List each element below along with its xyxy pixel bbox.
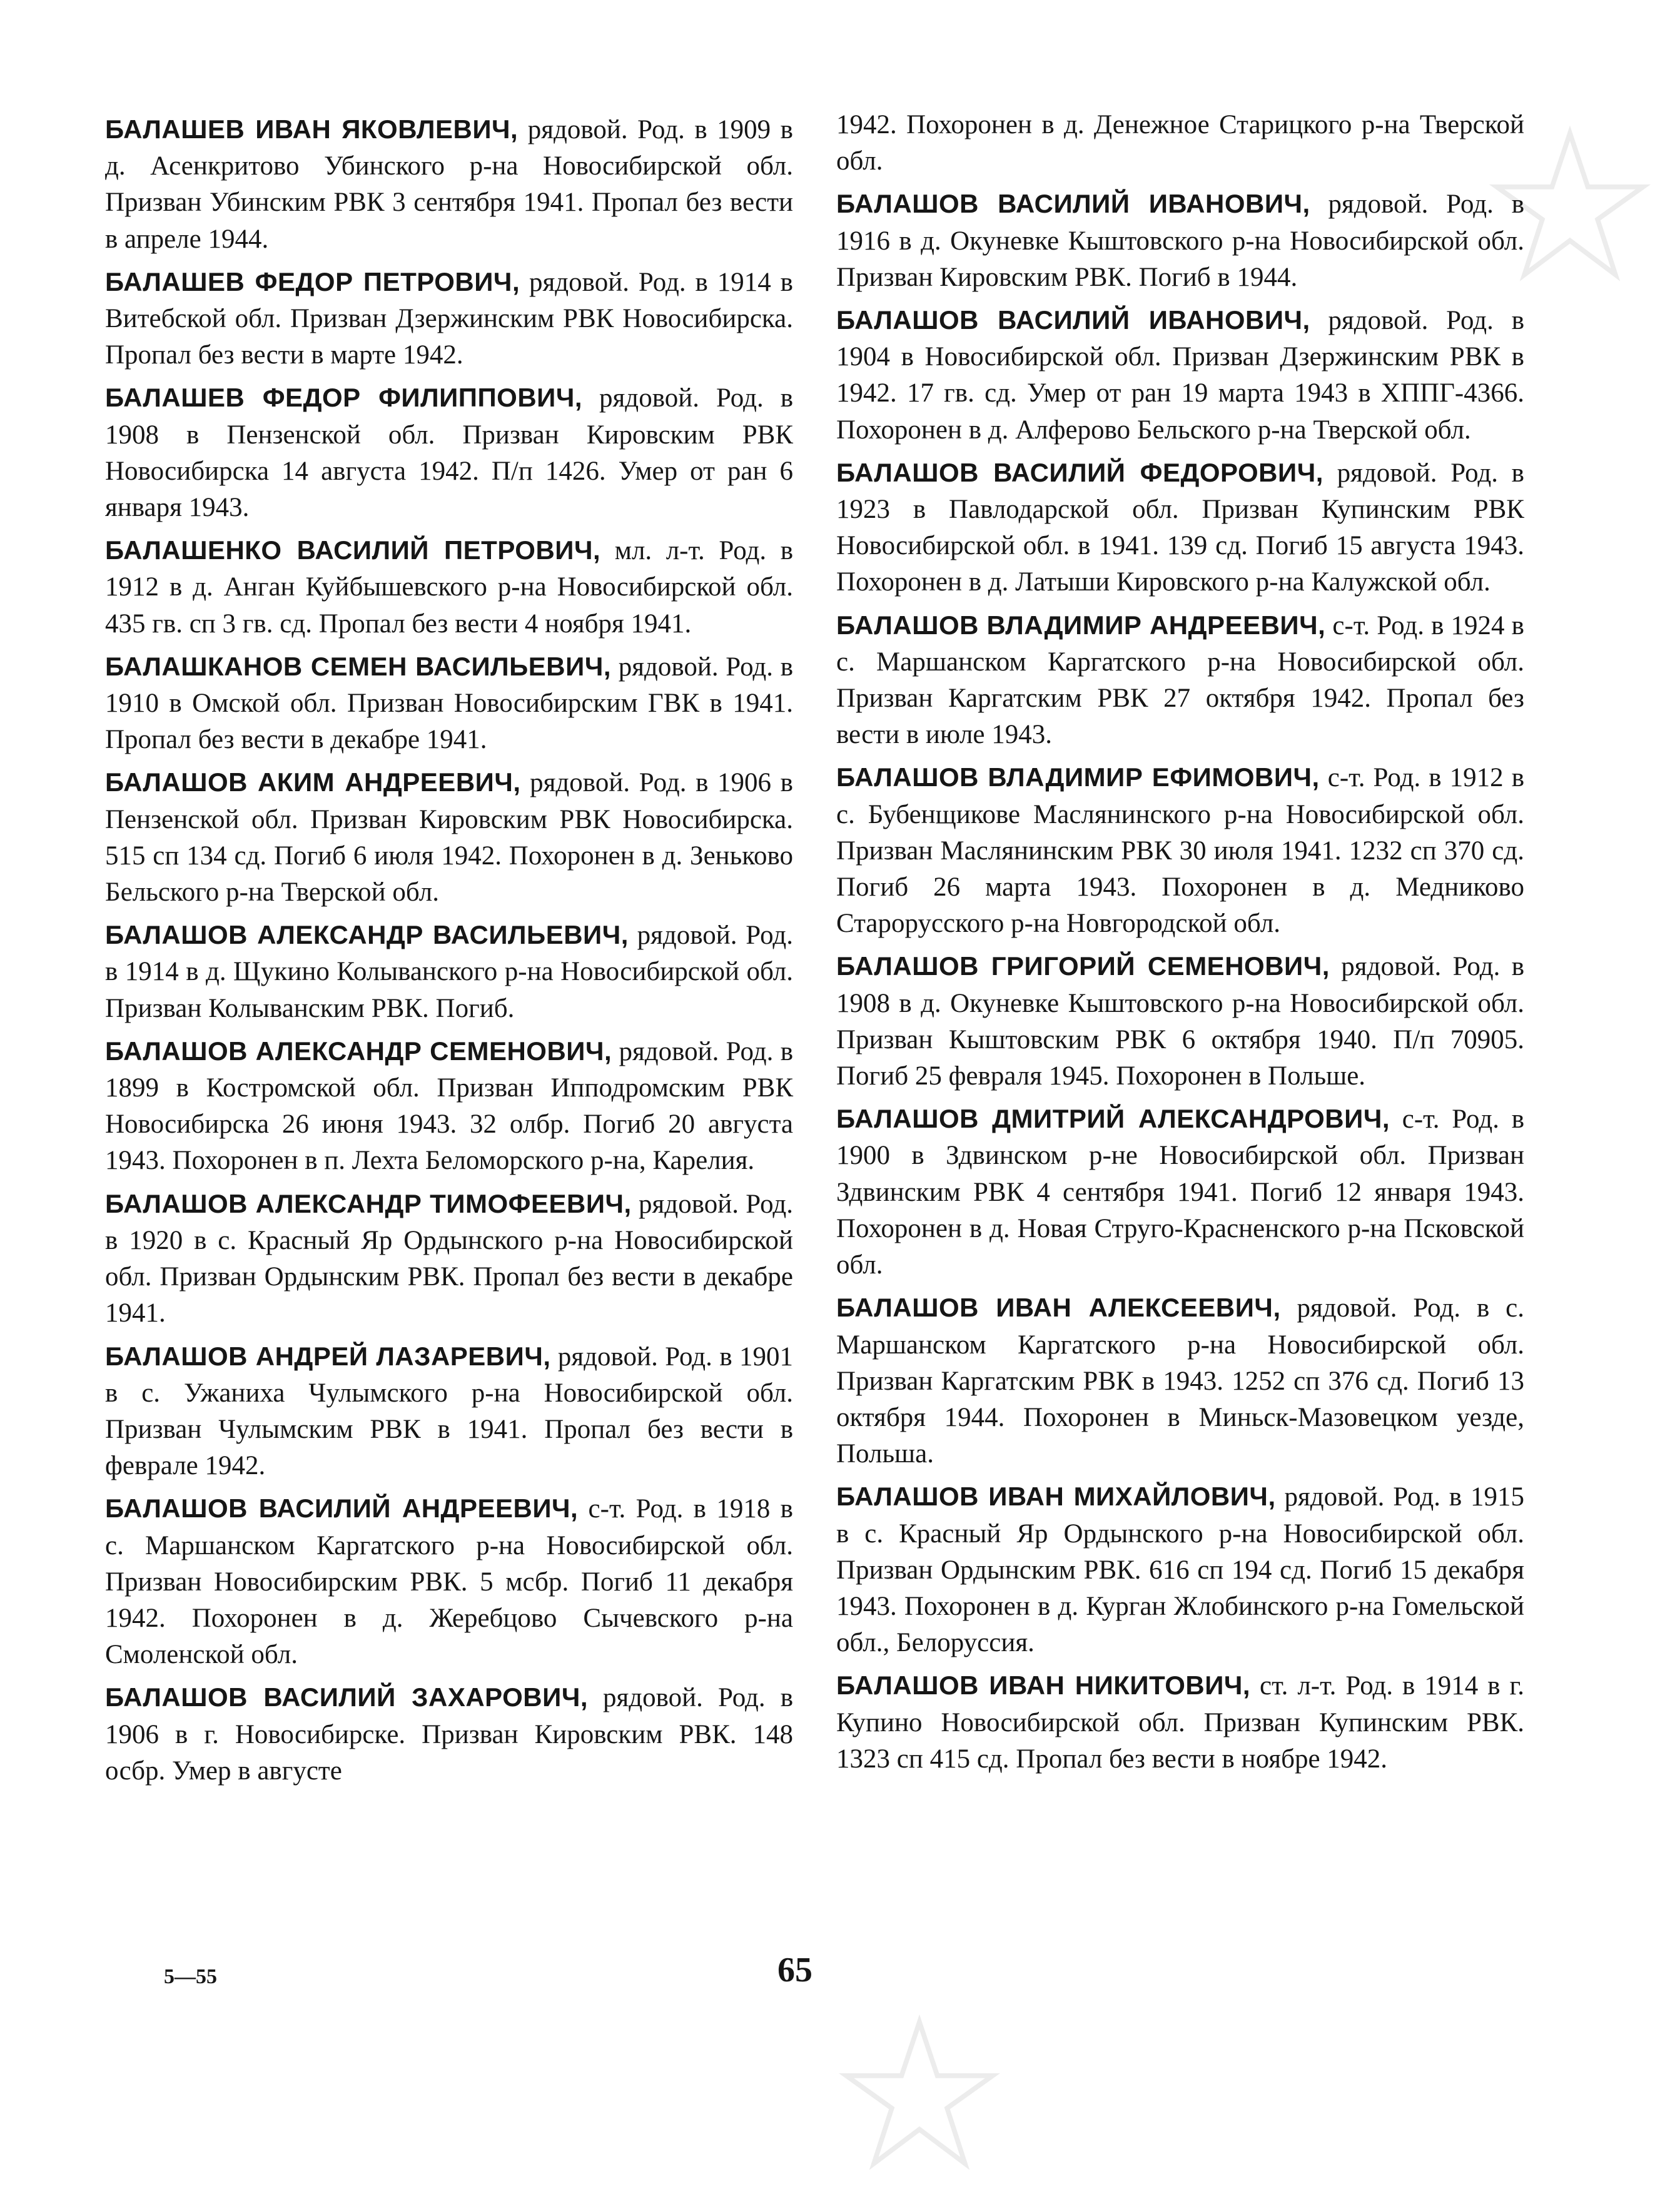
- entry-name: БАЛАШОВ ВАСИЛИЙ ИВАНОВИЧ,: [836, 189, 1310, 219]
- entry-text: рядовой. Род. в 1923 в Павлодарской обл. Призван Купинским РВК Новосибирской обл. в 1941. 139 сд. Погиб 15 августа 1943. Похоронен в д. Латыши Кировского р-на Калужской обл.: [836, 458, 1524, 597]
- entry-text: рядовой. Род. в 1904 в Новосибирской обл. Призван Дзержинским РВК в 1942. 17 гв. сд. Умер от ран 19 марта 1943 в ХППГ-4366. Похоронен в д. Алферово Бельского р-на Тверской обл.: [836, 306, 1524, 445]
- entry-text: рядовой. Род. в 1908 в Пензенской обл. Призван Кировским РВК Новосибирска 14 августа 1942. П/п 1426. Умер от ран 6 января 1943.: [105, 383, 793, 523]
- entry: [836, 1101, 1524, 1283]
- entry-name: БАЛАШОВ ИВАН АЛЕКСЕЕВИЧ,: [836, 1293, 1281, 1323]
- entry-text: рядовой. Род. в 1914 в Витебской обл. Призван Дзержинским РВК Новосибирска. Пропал без вести в марте 1942.: [105, 267, 793, 370]
- printer-signature: 5—55: [164, 1965, 217, 1988]
- entry-name: БАЛАШЕВ ИВАН ЯКОВЛЕВИЧ,: [105, 114, 519, 144]
- entry-name: БАЛАШОВ ВАСИЛИЙ АНДРЕЕВИЧ,: [105, 1494, 579, 1524]
- entry-name: БАЛАШОВ ВАСИЛИЙ ФЕДОРОВИЧ,: [836, 457, 1323, 487]
- entry-text: рядовой. Род. в 1909 в д. Асенкритово Убинского р-на Новосибирской обл. Призван Убинским РВК 3 сентября 1941. Пропал без вести в апреле 1944.: [105, 115, 793, 254]
- entry-text: мл. л-т. Род. в 1912 в д. Анган Куйбышевского р-на Новосибирской обл. 435 гв. сп 3 гв. сд. Пропал без вести 4 ноября 1941.: [105, 536, 793, 639]
- entry-text: с-т. Род. в 1918 в с. Маршанском Каргатского р-на Новосибирской обл. Призван Новосибирским РВК. 5 мсбр. Погиб 11 декабря 1942. Похоронен в д. Жеребцово Сычевского р-на Смоленской обл.: [105, 1494, 793, 1670]
- entry-text: рядовой. Род. в 1916 в д. Окуневке Кыштовского р-на Новосибирской обл. Призван Кировским РВК. Погиб в 1944.: [836, 190, 1524, 292]
- entry: [105, 649, 793, 759]
- entry-name: БАЛАШОВ АЛЕКСАНДР СЕМЕНОВИЧ,: [105, 1036, 612, 1066]
- entry-name: БАЛАШОВ ВАСИЛИЙ ЗАХАРОВИЧ,: [105, 1682, 588, 1712]
- entry: [836, 1290, 1524, 1472]
- entry-text: рядовой. Род. в 1908 в д. Окуневке Кыштовского р-на Новосибирской обл. Призван Кыштовским РВК 6 октября 1940. П/п 70905. Погиб 25 февраля 1945. Похоронен в Польше.: [836, 952, 1524, 1091]
- entry-name: БАЛАШОВ ДМИТРИЙ АЛЕКСАНДРОВИЧ,: [836, 1104, 1390, 1134]
- entry-name: БАЛАШОВ ВАСИЛИЙ ИВАНОВИЧ,: [836, 305, 1310, 335]
- entry-name: БАЛАШЕНКО ВАСИЛИЙ ПЕТРОВИЧ,: [105, 535, 601, 565]
- entry-text: рядовой. Род. в 1901 в с. Ужаниха Чулымского р-на Новосибирской обл. Призван Чулымским РВК в 1941. Пропал без вести в феврале 1942.: [105, 1342, 793, 1481]
- entry: [836, 948, 1524, 1094]
- entry-text: рядовой. Род. в 1906 в Пензенской обл. Призван Кировским РВК Новосибирска. 515 сп 134 сд. Погиб 6 июля 1942. Похоронен в д. Зеньково Бельского р-на Тверской обл.: [105, 768, 793, 907]
- entry-text: рядовой. Род. в 1906 в г. Новосибирске. Призван Кировским РВК. 148 осбр. Умер в августе: [105, 1683, 793, 1786]
- entry-text: рядовой. Род. в 1915 в с. Красный Яр Ордынского р-на Новосибирской обл. Призван Ордынским РВК. 616 сп 194 сд. Погиб 15 декабря 1943. Похоронен в д. Курган Жлобинского р-на Гомельской обл., Белоруссия.: [836, 1482, 1524, 1658]
- entry: [836, 1479, 1524, 1661]
- entry-text: рядовой. Род. в 1899 в Костромской обл. Призван Ипподромским РВК Новосибирска 26 июня 1943. 32 олбр. Погиб 20 августа 1943. Похоронен в п. Лехта Беломорского р-на, Карелия.: [105, 1036, 794, 1176]
- entry-text: рядовой. Род. в 1910 в Омской обл. Призван Новосибирским ГВК в 1941. Пропал без вести в декабре 1941.: [105, 652, 793, 755]
- entry: [836, 186, 1524, 296]
- entry: [105, 1679, 793, 1789]
- entry-text: рядовой. Род. в 1914 в д. Щукино Колыванского р-на Новосибирской обл. Призван Колыванским РВК. Погиб.: [105, 921, 793, 1023]
- entry-text: с-т. Род. в 1912 в с. Бубенщикове Маслянинского р-на Новосибирской обл. Призван Маслянинским РВК 30 июля 1941. 1232 сп 370 сд. Погиб 26 марта 1943. Похоронен в д. Медниково Старорусского р-на Новгородской обл.: [836, 763, 1524, 939]
- entry-name: БАЛАШЕВ ФЕДОР ПЕТРОВИЧ,: [105, 266, 520, 296]
- entry-text: с-т. Род. в 1900 в Здвинском р-не Новосибирской обл. Призван Здвинским РВК 4 сентября 1941. Погиб 12 января 1943. Похоронен в д. Новая Струго-Красненского р-на Псковской обл.: [836, 1105, 1524, 1280]
- entry: [105, 111, 793, 258]
- entry: [836, 607, 1524, 754]
- entry-text: рядовой. Род. в 1920 в с. Красный Яр Ордынского р-на Новосибирской обл. Призван Ордынским РВК. Пропал без вести в декабре 1941.: [105, 1189, 793, 1328]
- entry: [836, 1667, 1524, 1777]
- entry: [836, 302, 1524, 448]
- entry: [105, 1338, 793, 1485]
- entry-name: БАЛАШЕВ ФЕДОР ФИЛИППОВИЧ,: [105, 383, 583, 413]
- entry: [105, 380, 793, 526]
- entry-name: БАЛАШОВ АНДРЕЙ ЛАЗАРЕВИЧ,: [105, 1341, 551, 1371]
- entry-text: с-т. Род. в 1924 в с. Маршанском Каргатского р-на Новосибирской обл. Призван Каргатским РВК 27 октября 1942. Пропал без вести в июле 1943.: [836, 610, 1524, 750]
- entry-name: БАЛАШОВ АЛЕКСАНДР ТИМОФЕЕВИЧ,: [105, 1188, 632, 1218]
- entry: [105, 917, 793, 1027]
- entry: [105, 532, 793, 642]
- entry: [836, 759, 1524, 942]
- entry-name: БАЛАШОВ ВЛАДИМИР АНДРЕЕВИЧ,: [836, 610, 1326, 640]
- entry-text: ст. л-т. Род. в 1914 в г. Купино Новосибирской обл. Призван Купинским РВК. 1323 сп 415 сд. Пропал без вести в ноябре 1942.: [836, 1671, 1524, 1774]
- entry-text: рядовой. Род. в с. Маршанском Каргатского р-на Новосибирской обл. Призван Каргатским РВК в 1943. 1252 сп 376 сд. Погиб 13 октября 1944. Похоронен в Миньск-Мазовецком уезде, Польша.: [836, 1293, 1524, 1469]
- entry-continuation: [836, 106, 1524, 179]
- entry: [105, 264, 793, 374]
- left-column: [105, 111, 793, 1796]
- entry-name: БАЛАШОВ ВЛАДИМИР ЕФИМОВИЧ,: [836, 762, 1320, 792]
- entry-name: БАЛАШОВ ГРИГОРИЙ СЕМЕНОВИЧ,: [836, 951, 1330, 981]
- entry-name: БАЛАШОВ ИВАН МИХАЙЛОВИЧ,: [836, 1482, 1276, 1512]
- entry-name: БАЛАШОВ АКИМ АНДРЕЕВИЧ,: [105, 767, 521, 797]
- entry: [105, 1490, 793, 1673]
- star-watermark-icon: [838, 2014, 1001, 2176]
- entry-name: БАЛАШОВ ИВАН НИКИТОВИЧ,: [836, 1671, 1251, 1701]
- entry-text: 1942. Похоронен в д. Денежное Старицкого р-на Тверской обл.: [836, 110, 1524, 176]
- page-number: 65: [777, 1951, 812, 1989]
- entry: [105, 1033, 793, 1180]
- entry: [105, 764, 793, 911]
- entry-name: БАЛАШКАНОВ СЕМЕН ВАСИЛЬЕВИЧ,: [105, 651, 612, 681]
- entry-name: БАЛАШОВ АЛЕКСАНДР ВАСИЛЬЕВИЧ,: [105, 920, 629, 950]
- entry: [105, 1186, 793, 1332]
- right-column: [836, 106, 1524, 1784]
- entry: [836, 455, 1524, 601]
